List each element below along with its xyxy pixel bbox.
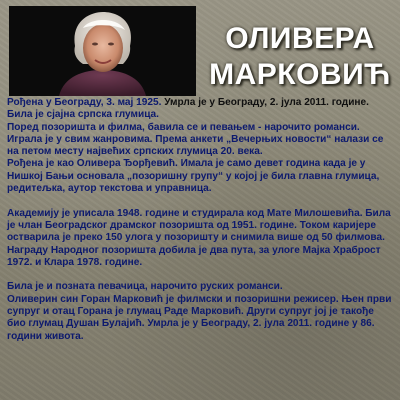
portrait-image	[9, 6, 196, 96]
portrait-photo	[9, 6, 196, 96]
title-first-name: ОЛИВЕРА	[225, 22, 375, 55]
paragraph-gap	[7, 195, 395, 207]
bio-birth-text: Рођена у Београду, 3. мај 1925.	[7, 97, 165, 108]
bio-paragraph-singer: Била је и позната певачица, нарочито руских романси.	[7, 281, 283, 293]
bio-paragraph-career: Поред позоришта и филма, бавила се и певањем - нарочито романси. Играла је у свим жанровима. Према анкети „Вечерњих новости“ налази се на петом месту највећих српских глумица 20. века.	[7, 121, 384, 158]
bio-intro-text: Била је сјајна српска глумица.	[7, 109, 159, 121]
bio-paragraph-childhood: Рођена је као Оливера Ђорђевић. Имала је само девет година када је у Нишкој Бањи основала „позоришну групу“ у којој је била главна глумица, редитељка, аутор текстова и управница.	[7, 158, 380, 195]
title-last-name: МАРКОВИЋ	[209, 58, 391, 91]
bio-paragraph-academy: Академију је уписала 1948. године и студирала код Мате Милошевића. Била је члан Београдског драмског позоришта од 1951. године. Током каријере остварила је преко 150 улога у позоришту и снимила више од 50 филмова. Награду Народног позоришта добила је два пута, за улоге Мајка Храброст 1972. и Клара 1978. године.	[7, 207, 391, 268]
bio-paragraph-birth	[7, 97, 395, 122]
paragraph-gap	[7, 269, 395, 281]
biography-text	[7, 97, 395, 343]
bio-paragraph-family: Оливерин син Горан Марковић је филмски и позоришни режисер. Њен први супруг и отац Горана је глумац Раде Марковић. Други супруг јој је такође био глумац Душан Булајић. Умрла је у Београду, 2. јула 2011. године у 86. години живота.	[7, 293, 392, 342]
bio-death-text: Умрла је у Београду, 2. јула 2011. године.	[164, 97, 369, 108]
